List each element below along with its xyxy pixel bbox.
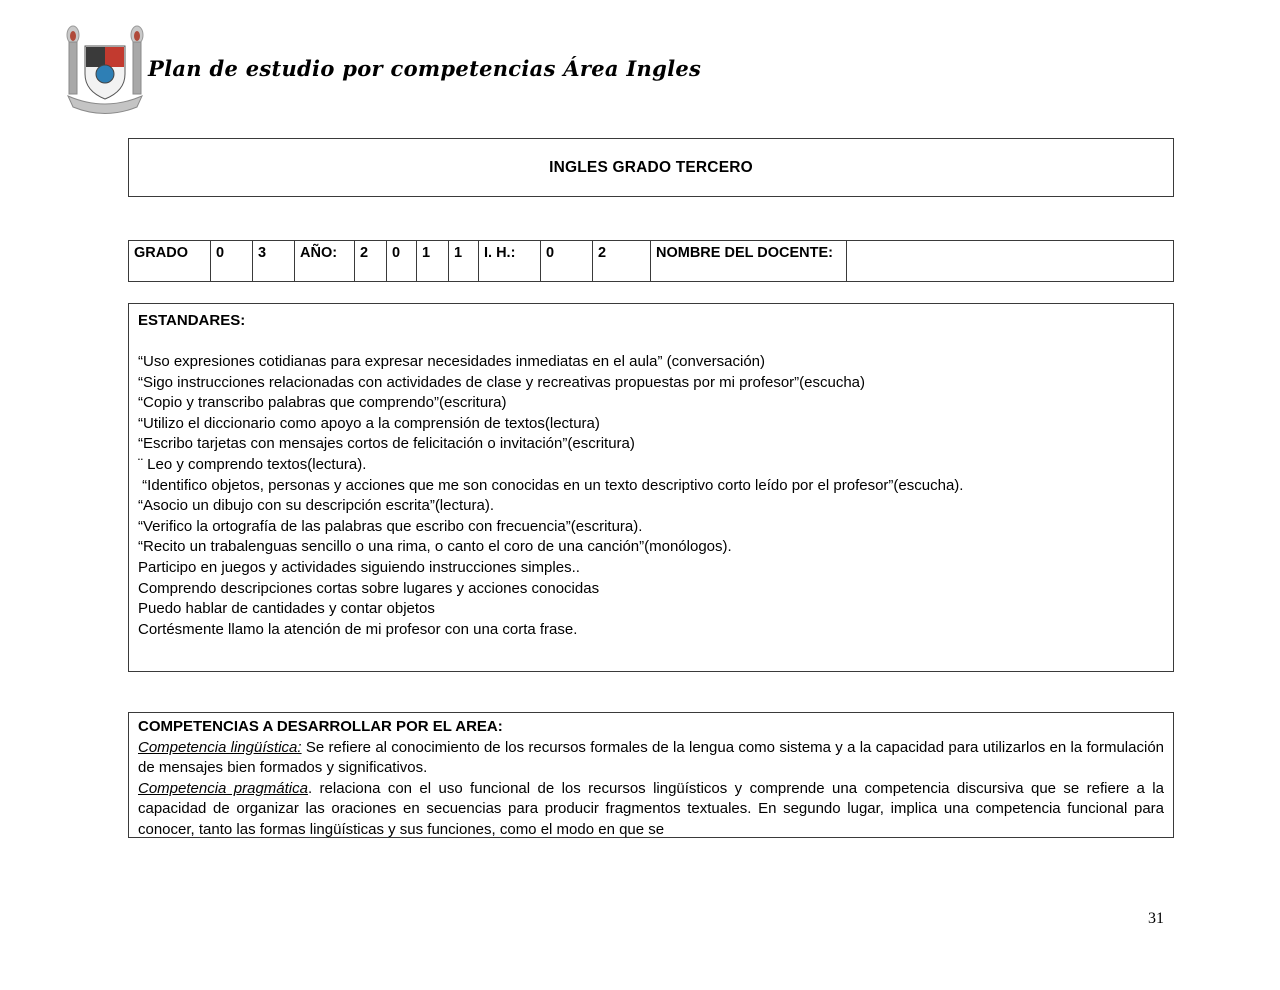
estandares-spacer — [138, 331, 1164, 352]
estandar-line: “Uso expresiones cotidianas para expresar necesidades inmediatas en el aula” (conversación) — [138, 353, 766, 370]
competencia-pragmatica-paragraph — [138, 779, 1164, 841]
competencia-linguistica-text: Se refiere al conocimiento de los recursos formales de la lengua como sistema y a la capacidad para utilizarlos en la formulación de mensajes bien formados y significativos. — [138, 738, 1165, 777]
competencias-section — [128, 712, 1174, 838]
competencia-linguistica-paragraph — [138, 738, 1164, 779]
info-cell-docente-value — [847, 241, 1173, 281]
estandar-line: “Sigo instrucciones relacionadas con actividades de clase y recreativas propuestas por mi profesor”(escucha) — [138, 373, 866, 391]
competencia-linguistica-term: Competencia lingüística: — [138, 738, 302, 756]
estandar-line: “Asocio un dibujo con su descripción escrita”(lectura). — [138, 497, 494, 515]
info-cell-ano-1a: 1 — [417, 241, 449, 281]
estandar-line: Comprendo descripciones cortas sobre lugares y acciones conocidas — [138, 579, 600, 597]
estandar-line: “Utilizo el diccionario como apoyo a la comprensión de textos(lectura) — [138, 414, 600, 432]
info-cell-ih-label: I. H.: — [479, 241, 541, 281]
estandar-line: “Copio y transcribo palabras que comprendo”(escritura) — [138, 394, 507, 412]
info-cell-grado-label: GRADO — [129, 241, 211, 281]
info-cell-grado-3: 3 — [253, 241, 295, 281]
info-cell-docente-label: NOMBRE DEL DOCENTE: — [651, 241, 847, 281]
estandar-line: ¨ Leo y comprendo textos(lectura). — [138, 455, 367, 473]
info-cell-ih-2: 2 — [593, 241, 651, 281]
competencias-heading: COMPETENCIAS A DESARROLLAR POR EL AREA: — [138, 718, 503, 735]
estandar-line: Participo en juegos y actividades siguiendo instrucciones simples.. — [138, 558, 580, 576]
info-cell-ano-0: 0 — [387, 241, 417, 281]
document-title-box — [128, 138, 1174, 197]
page-number: 31 — [1148, 910, 1164, 927]
info-cell-grado-0: 0 — [211, 241, 253, 281]
estandar-line: “Recito un trabalenguas sencillo o una rima, o canto el coro de una canción”(monólogos). — [138, 538, 732, 556]
document-title: INGLES GRADO TERCERO — [549, 158, 753, 176]
estandar-line: “Verifico la ortografía de las palabras que escribo con frecuencia”(escritura). — [138, 517, 643, 535]
info-cell-ih-0: 0 — [541, 241, 593, 281]
estandar-line: Puedo hablar de cantidades y contar objetos — [138, 600, 435, 618]
estandares-section — [128, 303, 1174, 672]
estandar-line: “Identifico objetos, personas y acciones que me son conocidas en un texto descriptivo corto leído por el profesor”(escucha). — [138, 476, 964, 494]
estandar-line: “Escribo tarjetas con mensajes cortos de felicitación o invitación”(escritura) — [138, 435, 635, 453]
estandares-heading: ESTANDARES: — [138, 312, 246, 329]
school-crest-logo-icon — [60, 24, 150, 120]
info-cell-ano-1b: 1 — [449, 241, 479, 281]
info-cell-ano-2: 2 — [355, 241, 387, 281]
competencia-pragmatica-text: . relaciona con el uso funcional de los recursos lingüísticos y comprende una competencia discursiva que se refiere a la capacidad de organizar las oraciones en secuencias para producir fragmentos textuales. En segundo lugar, implica una competencia funcional para conocer, tanto las formas lingüísticas y sus funciones, como el modo en que se — [138, 779, 1164, 838]
info-cell-ano-label: AÑO: — [295, 241, 355, 281]
document-header-title: Plan de estudio por competencias Área Ingles — [148, 56, 702, 81]
grade-info-table — [128, 240, 1174, 282]
competencia-pragmatica-term: Competencia pragmática — [138, 779, 308, 797]
estandar-line: Cortésmente llamo la atención de mi profesor con una corta frase. — [138, 620, 578, 638]
